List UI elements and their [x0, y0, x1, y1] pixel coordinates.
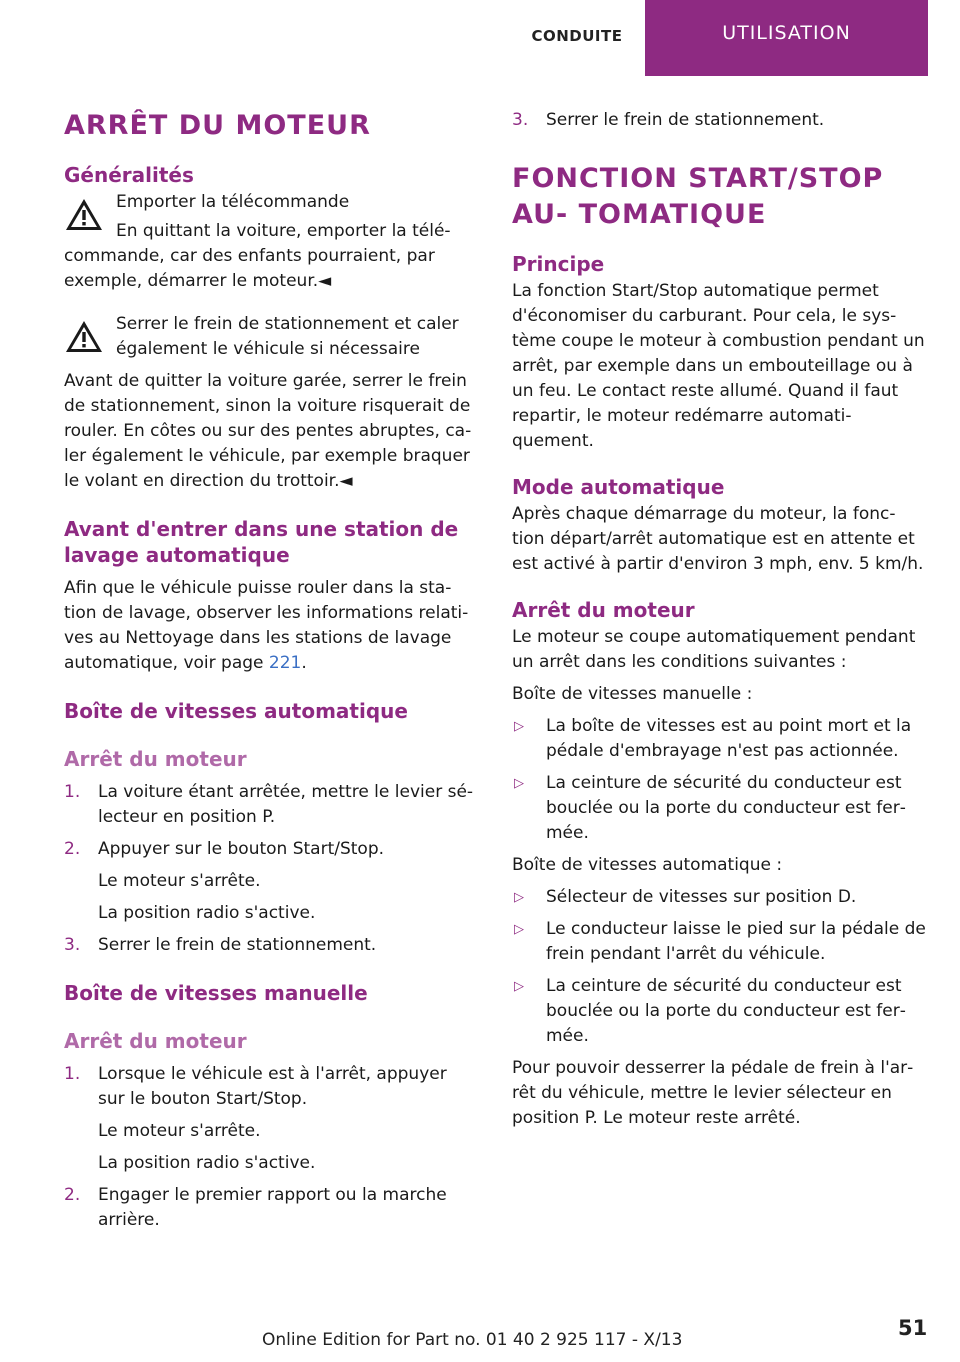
mode-auto-text: Après chaque démarrage du moteur, la fonc‐ tion départ/arrêt automatique est en attente et est activé à partir d'environ 3 mph, env. 5 km/h.	[512, 504, 924, 574]
list-item	[512, 714, 930, 764]
footer-edition: Online Edition for Part no. 01 40 2 925 117 - X/13	[262, 1330, 683, 1350]
list-item-text: Lorsque le véhicule est à l'arrêt, appuyer sur le bouton Start/Stop.	[98, 1064, 447, 1109]
list-item	[64, 1183, 478, 1233]
list-item-text: Serrer le frein de stationnement.	[546, 110, 825, 130]
heading-manual-stop: Arrêt du moteur	[64, 1029, 247, 1053]
stop-text: Le moteur se coupe automatiquement pendant un arrêt dans les conditions suivantes :	[512, 627, 916, 672]
bullet-triangle-icon: ▷	[514, 719, 524, 734]
warning-remote-body: commande, car des enfants pourraient, par exemple, démarrer le moteur.◄	[64, 246, 435, 291]
bullet-triangle-icon: ▷	[514, 979, 524, 994]
tab-utilisation-label-box	[667, 0, 906, 54]
tab-utilisation-label: UTILISATION	[722, 22, 851, 44]
list-number: 2.	[64, 839, 81, 859]
warning-remote-first-line: En quittant la voiture, emporter la télé‐	[116, 221, 451, 241]
section-title-arret-moteur: ARRÊT DU MOTEUR	[64, 110, 371, 141]
left-column	[64, 108, 478, 1240]
bullet-triangle-icon: ▷	[514, 890, 524, 905]
bullet-triangle-icon: ▷	[514, 776, 524, 791]
list-item-text: Engager le premier rapport ou la marche arrière.	[98, 1185, 447, 1230]
warning-triangle-icon	[64, 318, 104, 354]
car-wash-body: Afin que le véhicule puisse rouler dans la sta‐ tion de lavage, observer les informations relati‐ ves au Nettoyage dans les stations de lavage automatique, voir page	[64, 578, 469, 673]
heading-auto-stop: Arrêt du moteur	[64, 747, 247, 771]
list-item-text: La voiture étant arrêtée, mettre le levier sé‐ lecteur en position P.	[98, 782, 474, 827]
list-item	[512, 771, 930, 846]
list-item	[64, 837, 478, 862]
tab-utilisation[interactable]	[645, 0, 928, 76]
list-item-text: Appuyer sur le bouton Start/Stop.	[98, 839, 385, 859]
final-text: Pour pouvoir desserrer la pédale de frein à l'ar‐ rêt du véhicule, mettre le levier sélecteur en position P. Le moteur reste arrêté.	[512, 1058, 914, 1128]
heading-auto-gearbox: Boîte de vitesses automatique	[64, 699, 408, 723]
list-item	[64, 933, 478, 958]
heading-generalites: Généralités	[64, 163, 194, 187]
list-sub-text: Le moteur s'arrête.	[98, 1121, 261, 1141]
list-item	[512, 974, 930, 1049]
list-number: 1.	[64, 1064, 81, 1084]
list-number: 2.	[64, 1185, 81, 1205]
list-item-text: La ceinture de sécurité du conducteur est bouclée ou la porte du conducteur est fer‐ mée.	[546, 773, 906, 843]
warning-remote	[64, 190, 478, 244]
warning-parking-brake	[64, 312, 478, 362]
list-item-text: Le conducteur laisse le pied sur la pédale de frein pendant l'arrêt du véhicule.	[546, 919, 926, 964]
car-wash-text	[64, 576, 478, 676]
page-link-221[interactable]: 221	[268, 653, 302, 673]
principe-text: La fonction Start/Stop automatique permet d'économiser du carburant. Pour cela, le sys‐ tème coupe le moteur à combustion pendant un arrêt, par exemple dans un embouteillage ou à un feu. Le contact reste allumé. Quand il faut repartir, le moteur redémarre automati‐ quement.	[512, 281, 925, 451]
list-item	[512, 917, 930, 967]
heading-arret-moteur-auto: Arrêt du moteur	[512, 598, 695, 622]
list-item	[512, 108, 930, 133]
list-item	[64, 780, 478, 830]
list-item-text: La boîte de vitesses est au point mort et la pédale d'embrayage n'est pas actionnée.	[546, 716, 912, 761]
heading-manual-gearbox: Boîte de vitesses manuelle	[64, 981, 368, 1005]
auto-gearbox-label: Boîte de vitesses automatique :	[512, 855, 783, 875]
warning-remote-title: Emporter la télécommande	[116, 192, 350, 212]
list-number: 1.	[64, 782, 81, 802]
list-number: 3.	[512, 110, 529, 130]
manual-gearbox-label: Boîte de vitesses manuelle :	[512, 684, 753, 704]
list-item-text: La ceinture de sécurité du conducteur est bouclée ou la porte du conducteur est fer‐ mée.	[546, 976, 906, 1046]
warning-parking-body: Avant de quitter la voiture garée, serrer le frein de stationnement, sinon la voiture risquerait de rouler. En côtes ou sur des pentes abruptes, ca‐ ler également le véhicule, par exemple braquer le volant en direction du trottoir.◄	[64, 371, 472, 491]
heading-mode-auto: Mode automatique	[512, 475, 725, 499]
list-sub-text: La position radio s'active.	[98, 903, 316, 923]
heading-car-wash: Avant d'entrer dans une station de lavage automatique	[64, 517, 459, 567]
page-number: 51	[898, 1316, 928, 1340]
heading-principe: Principe	[512, 252, 605, 276]
list-number: 3.	[64, 935, 81, 955]
warning-triangle-icon	[64, 196, 104, 232]
list-sub-text: Le moteur s'arrête.	[98, 871, 261, 891]
list-item-text: Sélecteur de vitesses sur position D.	[546, 887, 857, 907]
section-title-start-stop: FONCTION START/STOP AU‐ TOMATIQUE	[512, 163, 884, 230]
right-column	[512, 108, 930, 1138]
warning-parking-title: Serrer le frein de stationnement et caler également le véhicule si nécessaire	[116, 314, 459, 359]
list-item	[512, 885, 930, 910]
bullet-triangle-icon: ▷	[514, 922, 524, 937]
car-wash-period: .	[301, 653, 307, 673]
list-item-text: Serrer le frein de stationnement.	[98, 935, 377, 955]
list-item	[64, 1062, 478, 1112]
tab-conduite[interactable]: CONDUITE	[531, 27, 623, 45]
list-sub-text: La position radio s'active.	[98, 1153, 316, 1173]
